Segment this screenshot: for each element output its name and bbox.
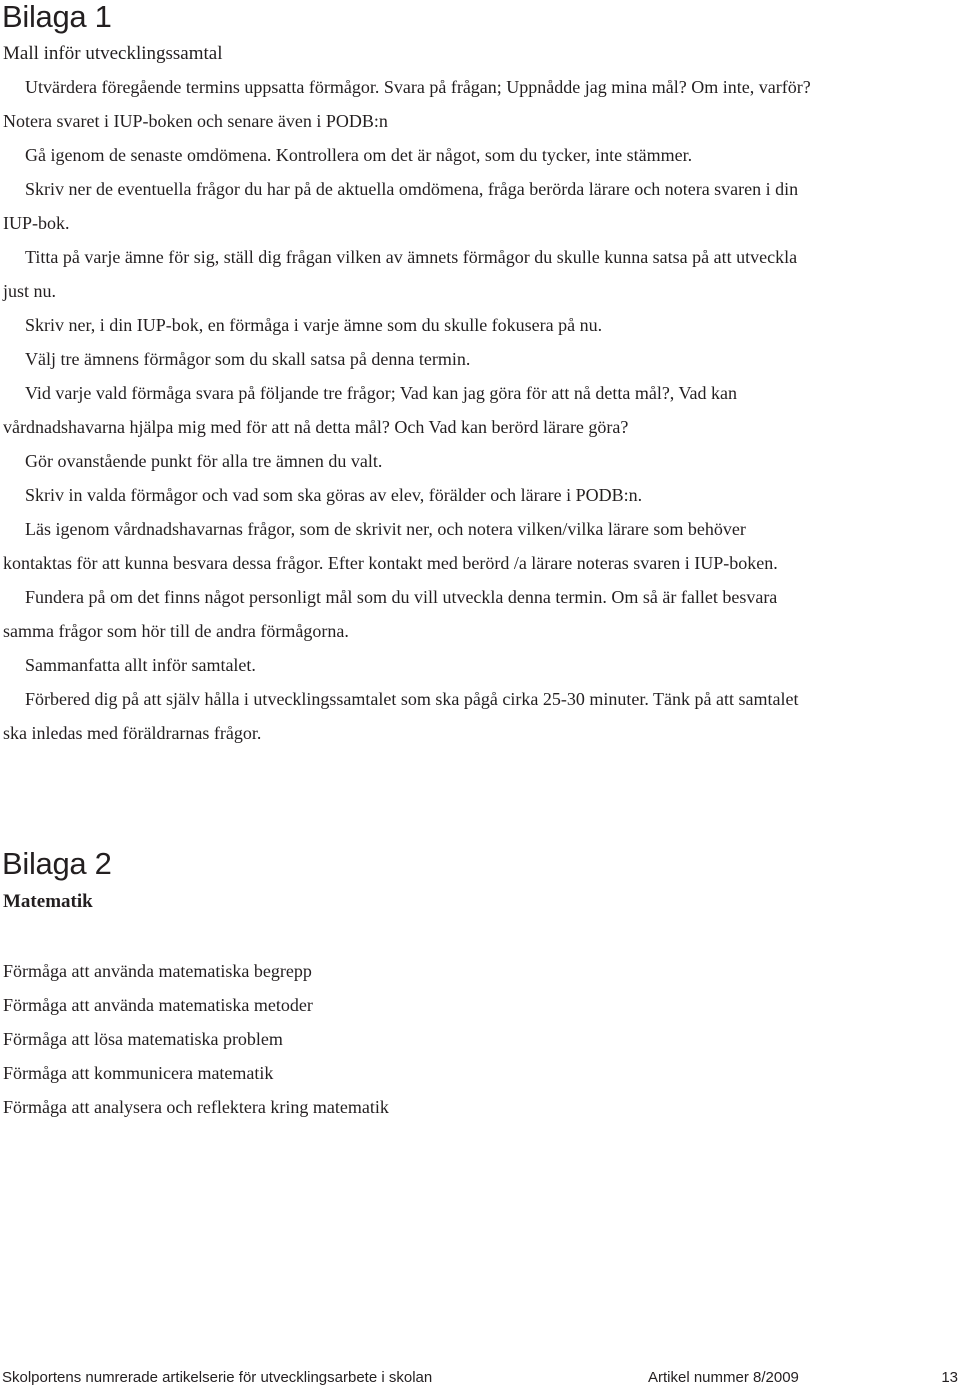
paragraph: Fundera på om det finns något personligt mål som du vill utveckla denna termin. Om så är fallet besvara samma frågor som hör till de andra förmågorna. bbox=[3, 587, 778, 641]
paragraph: Välj tre ämnens förmågor som du skall satsa på denna termin. bbox=[25, 349, 471, 369]
bilaga-1-instructions bbox=[3, 70, 813, 750]
list-item: Förmåga att kommunicera matematik bbox=[3, 1063, 274, 1083]
list-item: Förmåga att analysera och reflektera kring matematik bbox=[3, 1097, 389, 1117]
list-item: Förmåga att lösa matematiska problem bbox=[3, 1029, 283, 1049]
paragraph: Förbered dig på att själv hålla i utvecklingssamtalet som ska pågå cirka 25-30 minuter. Tänk på att samtalet ska inledas med föräldrarnas frågor. bbox=[3, 689, 799, 743]
bilaga-2-subject: Matematik bbox=[3, 891, 93, 912]
paragraph: Skriv in valda förmågor och vad som ska göras av elev, förälder och lärare i PODB:n. bbox=[25, 485, 643, 505]
paragraph: Utvärdera föregående termins uppsatta förmågor. Svara på frågan; Uppnådde jag mina mål? Om inte, varför? Notera svaret i IUP-boken och senare även i PODB:n bbox=[3, 77, 811, 131]
page-number: 13 bbox=[941, 1369, 958, 1386]
paragraph: Sammanfatta allt inför samtalet. bbox=[25, 655, 256, 675]
paragraph: Vid varje vald förmåga svara på följande tre frågor; Vad kan jag göra för att nå detta mål?, Vad kan vårdnadshavarna hjälpa mig med för att nå detta mål? Och Vad kan berörd lärare göra? bbox=[3, 383, 737, 437]
list-item: Förmåga att använda matematiska metoder bbox=[3, 995, 313, 1015]
paragraph: Titta på varje ämne för sig, ställ dig frågan vilken av ämnets förmågor du skulle kunna satsa på att utveckla just nu. bbox=[3, 247, 798, 301]
list-item: Förmåga att använda matematiska begrepp bbox=[3, 961, 312, 981]
paragraph: Skriv ner, i din IUP-bok, en förmåga i varje ämne som du skulle fokusera på nu. bbox=[25, 315, 603, 335]
bilaga-2-heading: Bilaga 2 bbox=[2, 846, 112, 881]
bilaga-1-subtitle: Mall inför utvecklingssamtal bbox=[3, 43, 223, 64]
paragraph: Läs igenom vårdnadshavarnas frågor, som de skrivit ner, och notera vilken/vilka lärare som behöver kontaktas för att kunna besvara dessa frågor. Efter kontakt med berörd /a lärare noteras svaren i IUP-boken. bbox=[3, 519, 778, 573]
footer-article: Artikel nummer 8/2009 bbox=[648, 1369, 799, 1386]
paragraph: Skriv ner de eventuella frågor du har på de aktuella omdömena, fråga berörda lärare och notera svaren i din IUP-bok. bbox=[3, 179, 799, 233]
paragraph: Gå igenom de senaste omdömena. Kontrollera om det är något, som du tycker, inte stämmer. bbox=[25, 145, 693, 165]
bilaga-1-heading: Bilaga 1 bbox=[2, 0, 112, 34]
footer-series: Skolportens numrerade artikelserie för utvecklingsarbete i skolan bbox=[2, 1369, 433, 1386]
paragraph: Gör ovanstående punkt för alla tre ämnen du valt. bbox=[25, 451, 383, 471]
abilities-list bbox=[3, 954, 703, 1124]
page-footer bbox=[0, 1368, 960, 1390]
